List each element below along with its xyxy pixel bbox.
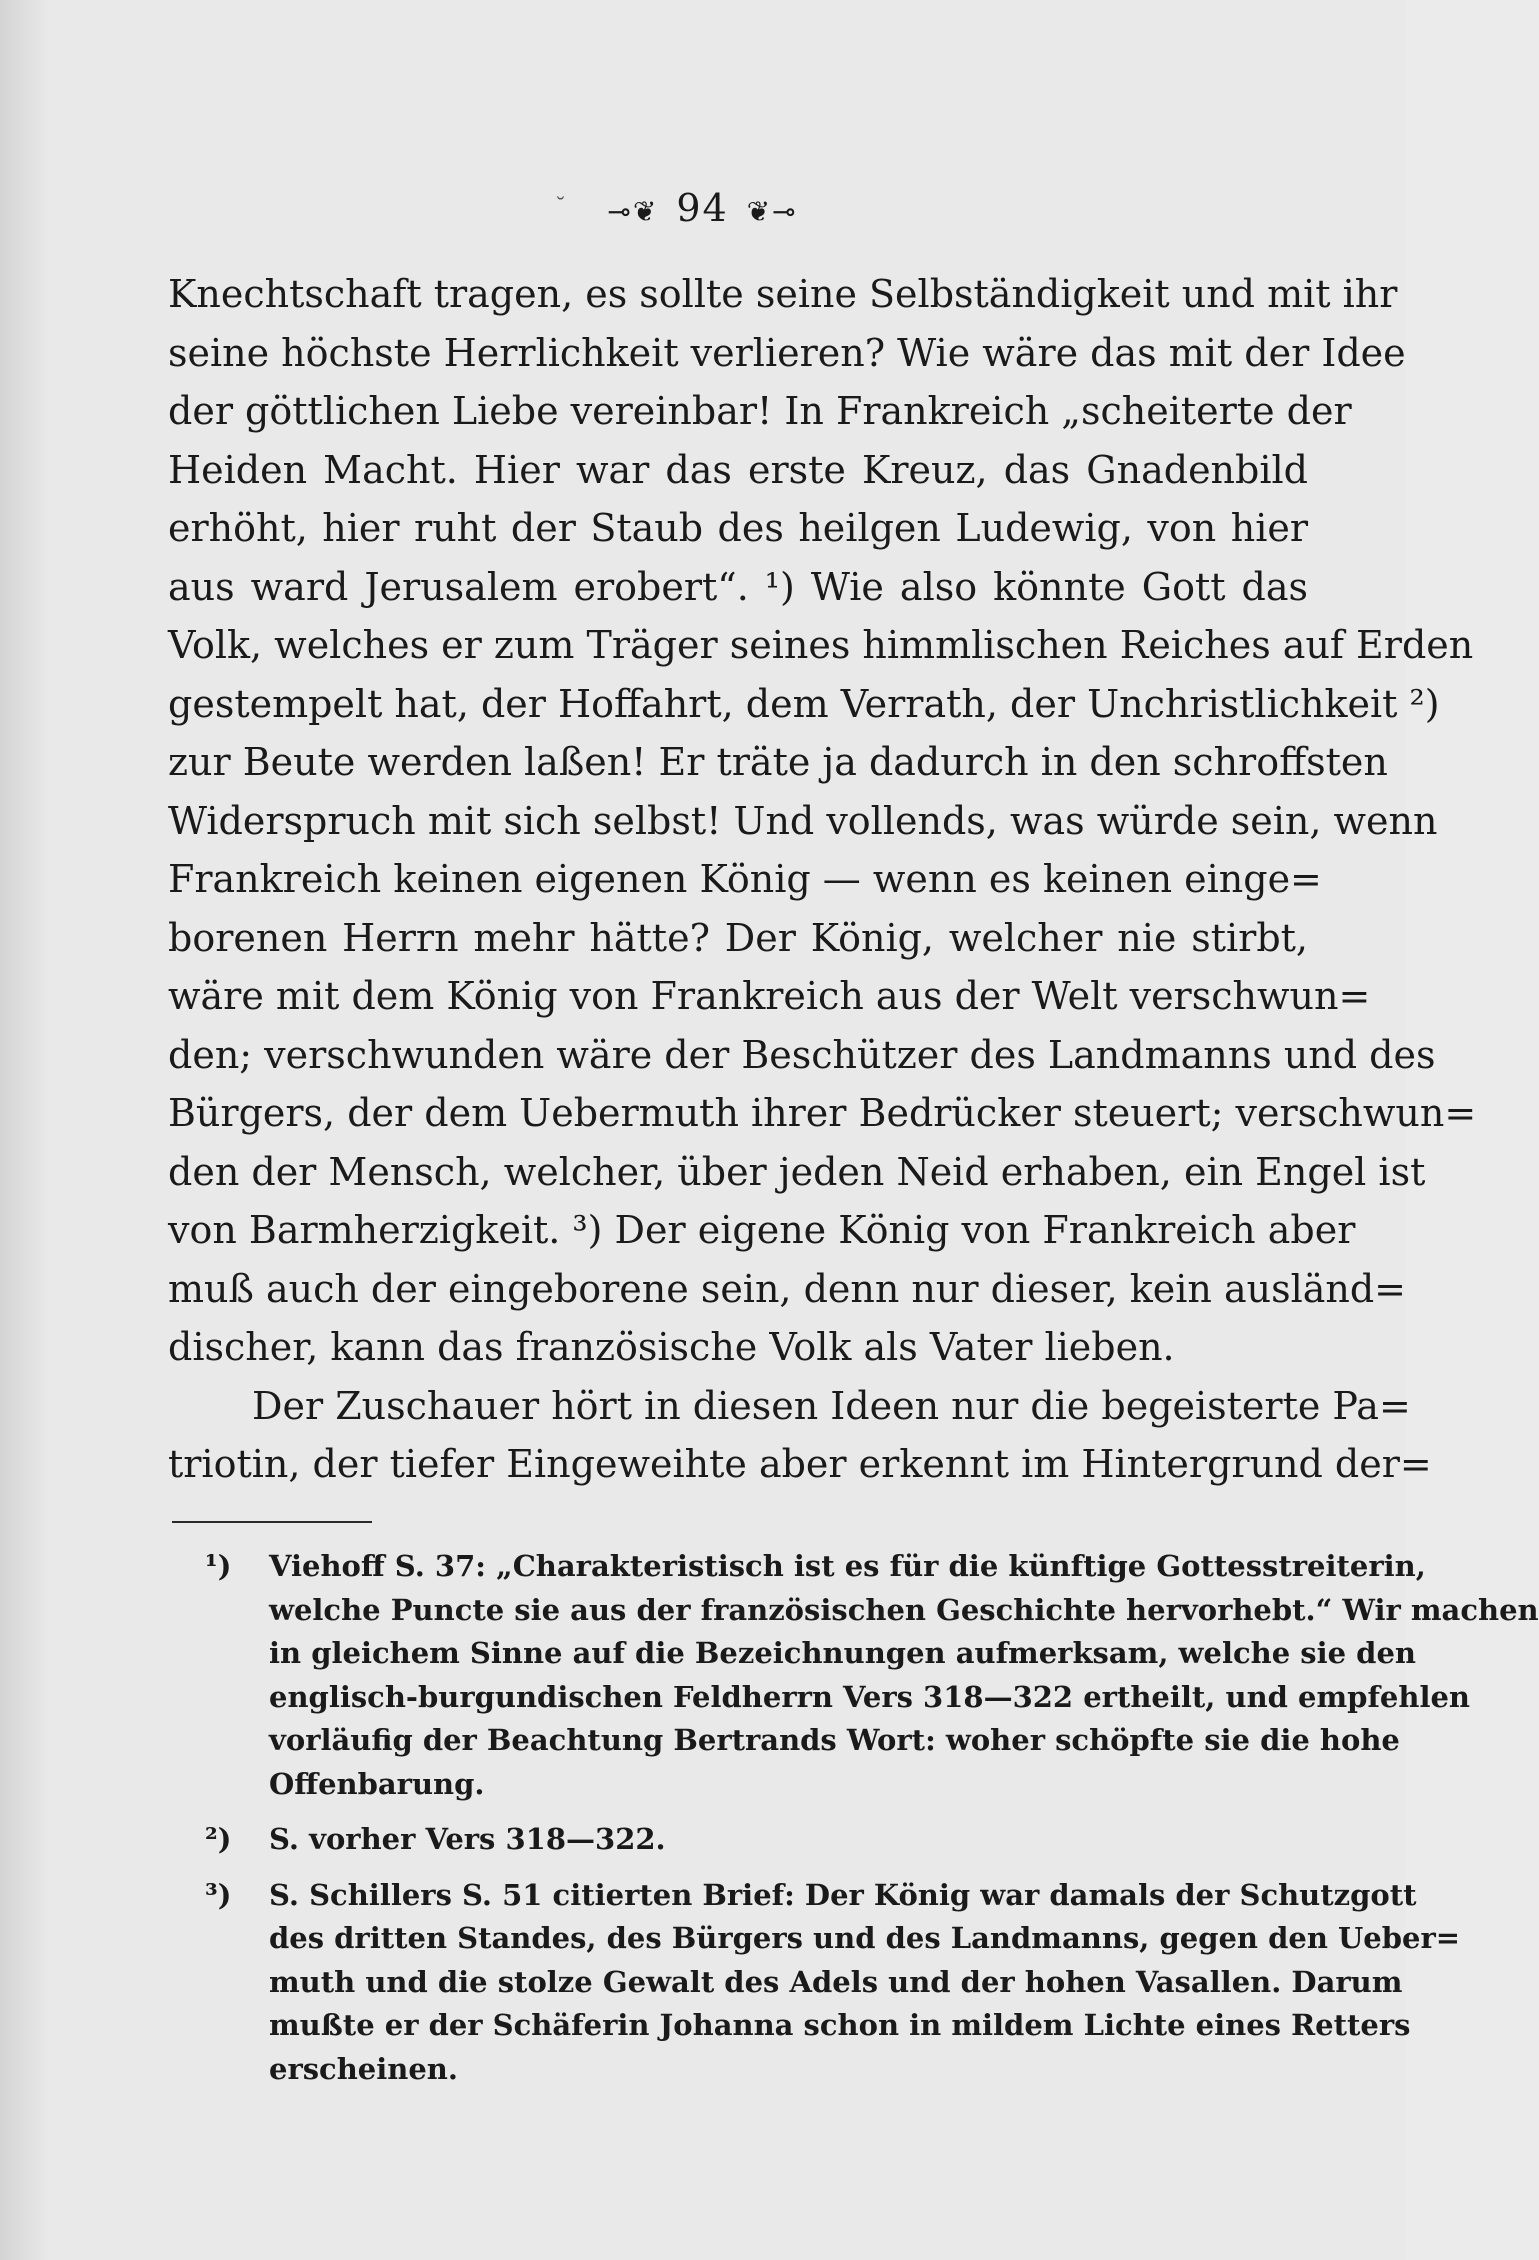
footnote-line: Offenbarung. bbox=[269, 1766, 485, 1801]
footnote-1 bbox=[205, 1545, 1539, 1806]
footnote-line: vorläufig der Beachtung Bertrands Wort: woher schöpfte sie die hohe bbox=[269, 1723, 1400, 1757]
footnote-line bbox=[205, 1818, 1305, 1862]
text-line-paragraph-start: Der Zuschauer hört in diesen Ideen nur die begeisterte Pa= bbox=[252, 1383, 1411, 1428]
text-line: Frankreich keinen eigenen König — wenn es keinen einge= bbox=[168, 857, 1322, 901]
text-line: Knechtschaft tragen, es sollte seine Selbständigkeit und mit ihr bbox=[168, 272, 1398, 316]
page-edge-shadow bbox=[0, 0, 50, 2260]
text-line: erhöht, hier ruht der Staub des heilgen Ludewig, von hier bbox=[168, 506, 1308, 550]
footnote-line: mußte er der Schäferin Johanna schon in mildem Lichte eines Retters bbox=[269, 2008, 1411, 2042]
footnote-line: in gleichem Sinne auf die Bezeichnungen aufmerksam, welche sie den bbox=[269, 1636, 1416, 1670]
footnote-divider bbox=[172, 1521, 372, 1523]
footnotes-section bbox=[205, 1545, 1539, 2091]
footnote-text: S. Schillers S. 51 citierten Brief: Der König war damals der Schutzgott bbox=[269, 1877, 1417, 1912]
footnote-line: erscheinen. bbox=[269, 2051, 458, 2086]
page-header bbox=[0, 186, 1405, 230]
text-line: von Barmherzigkeit. ³) Der eigene König von Frankreich aber bbox=[168, 1208, 1356, 1252]
text-line: borenen Herrn mehr hätte? Der König, welcher nie stirbt, bbox=[168, 915, 1308, 960]
main-text-body bbox=[168, 265, 1477, 1494]
text-line: den der Mensch, welcher, über jeden Neid erhaben, ein Engel ist bbox=[168, 1149, 1426, 1194]
footnote-marker: ²) bbox=[205, 1822, 232, 1856]
text-line: seine höchste Herrlichkeit verlieren? Wie wäre das mit der Idee bbox=[168, 330, 1406, 375]
footnote-line: des dritten Standes, des Bürgers und des Landmanns, gegen den Ueber= bbox=[269, 1921, 1461, 1955]
text-line: Widerspruch mit sich selbst! Und vollends, was würde sein, wenn bbox=[168, 798, 1438, 843]
footnote-line bbox=[205, 1545, 1426, 1589]
footnote-line: muth und die stolze Gewalt des Adels und der hohen Vasallen. Darum bbox=[269, 1964, 1403, 1999]
text-line: der göttlichen Liebe vereinbar! In Frankreich „scheiterte der bbox=[168, 389, 1352, 433]
footnote-2 bbox=[205, 1818, 1305, 1862]
text-line: den; verschwunden wäre der Beschützer des Landmanns und des bbox=[168, 1032, 1436, 1077]
text-line: muß auch der eingeborene sein, denn nur dieser, kein ausländ= bbox=[168, 1266, 1407, 1311]
footnote-marker: ¹) bbox=[205, 1549, 232, 1583]
text-line: Bürgers, der dem Uebermuth ihrer Bedrücker steuert; verschwun= bbox=[168, 1091, 1477, 1135]
footnote-3 bbox=[205, 1874, 1461, 2092]
text-line: gestempelt hat, der Hoffahrt, dem Verrath, der Unchristlichkeit ²) bbox=[168, 681, 1440, 726]
text-line: wäre mit dem König von Frankreich aus der Welt verschwun= bbox=[168, 974, 1371, 1018]
header-dash-mark: ˘ bbox=[555, 195, 566, 220]
text-line: zur Beute werden laßen! Er träte ja dadurch in den schroffsten bbox=[168, 740, 1388, 784]
text-line: Heiden Macht. Hier war das erste Kreuz, das Gnadenbild bbox=[168, 447, 1308, 492]
footnote-text: S. vorher Vers 318—322. bbox=[269, 1822, 666, 1856]
right-ornament-icon: ❦⊸ bbox=[746, 195, 798, 228]
footnote-line: welche Puncte sie aus der französischen Geschichte hervorhebt.“ Wir machen bbox=[269, 1592, 1539, 1627]
footnote-text: Viehoff S. 37: „Charakteristisch ist es für die künftige Gottesstreiterin, bbox=[269, 1549, 1426, 1583]
text-line: Volk, welches er zum Träger seines himmlischen Reiches auf Erden bbox=[168, 623, 1474, 667]
left-ornament-icon: ⊸❦ bbox=[607, 195, 659, 228]
text-line: aus ward Jerusalem erobert“. ¹) Wie also könnte Gott das bbox=[168, 564, 1308, 609]
footnote-line: englisch-burgundischen Feldherrn Vers 318—322 ertheilt, und empfehlen bbox=[269, 1679, 1471, 1714]
text-line: triotin, der tiefer Eingeweihte aber erkennt im Hintergrund der= bbox=[168, 1442, 1432, 1486]
footnote-marker: ³) bbox=[205, 1877, 232, 1912]
page-number: 94 bbox=[676, 186, 729, 230]
text-line-paragraph-end: discher, kann das französische Volk als Vater lieben. bbox=[168, 1325, 1175, 1369]
footnote-line bbox=[205, 1874, 1417, 1918]
